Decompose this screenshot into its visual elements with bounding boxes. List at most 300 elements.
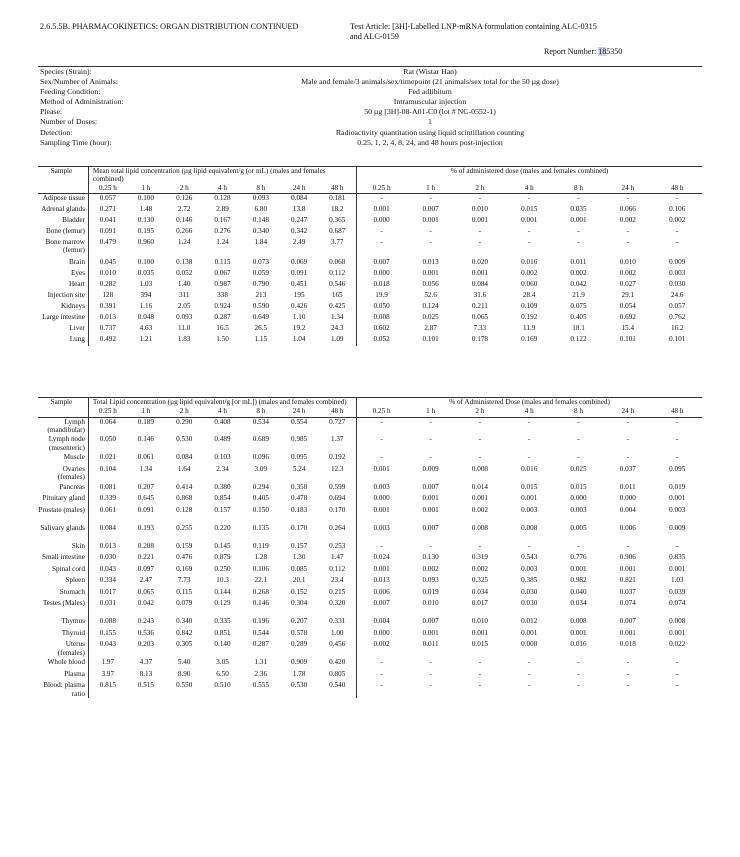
sample-name: Eyes <box>38 269 88 280</box>
percent-dose-cell: 0.002 <box>471 505 488 514</box>
concentration-cell: 0.879 <box>214 553 231 562</box>
concentration-cell: 0.451 <box>291 279 308 288</box>
percent-dose-cell: - <box>577 658 580 667</box>
percent-dose-cell: - <box>626 226 629 235</box>
concentration-header: Total Lipid concentration (µg lipid equivalent/g [or mL]) (males and females combined) <box>88 398 356 407</box>
sample-header: Sample <box>38 167 88 184</box>
sample-name: Uterus (females) <box>38 640 88 658</box>
percent-dose-cell: - <box>429 681 432 690</box>
percent-dose-cell: 0.007 <box>422 523 439 532</box>
concentration-cell: 0.091 <box>291 268 308 277</box>
table-row <box>38 216 702 227</box>
concentration-cell: 0.084 <box>176 453 193 462</box>
concentration-cell: 0.264 <box>318 524 356 542</box>
concentration-cell: 0.093 <box>252 194 269 203</box>
concentration-cell: 0.208 <box>137 541 154 550</box>
percent-dose-cell: 0.019 <box>422 587 439 596</box>
percent-dose-cell: 0.010 <box>471 204 488 213</box>
table-row <box>38 588 702 600</box>
sample-header: Sample <box>38 398 88 407</box>
concentration-cell: 0.069 <box>291 257 308 266</box>
concentration-cell: 0.150 <box>252 505 269 514</box>
concentration-cell: 0.851 <box>214 628 231 637</box>
percent-dose-cell: 0.001 <box>373 464 390 473</box>
concentration-cell: 0.294 <box>252 482 269 491</box>
concentration-cell: 0.170 <box>318 506 356 524</box>
percent-dose-cell: 0.016 <box>521 464 538 473</box>
table-row <box>38 324 702 335</box>
percent-dose-cell: 0.002 <box>373 640 390 649</box>
concentration-cell: 0.035 <box>137 268 154 277</box>
percent-dose-cell: 0.000 <box>373 628 390 637</box>
percent-dose-cell: - <box>380 435 383 444</box>
percent-dose-cell: 11.9 <box>523 323 536 332</box>
timepoint-conc-header: 4 h <box>218 184 227 192</box>
percent-dose-cell: - <box>577 226 580 235</box>
concentration-cell: 1.40 <box>177 279 191 288</box>
concentration-cell: 0.220 <box>214 523 231 532</box>
percent-dose-cell: 0.010 <box>471 617 488 626</box>
percent-dose-cell: - <box>676 237 679 246</box>
percent-dose-cell: 0.011 <box>570 257 587 266</box>
sample-name: Injection site <box>38 291 88 302</box>
study-info-value: Radioactivity quantitation using liquid scintillation counting <box>335 127 525 137</box>
percent-dose-cell: 0.821 <box>619 576 636 585</box>
concentration-cell: 0.578 <box>291 628 308 637</box>
percent-dose-cell: 0.007 <box>373 599 390 608</box>
concentration-cell: 1.34 <box>318 313 356 324</box>
percent-dose-cell: 0.095 <box>669 464 686 473</box>
table-row <box>38 483 702 495</box>
timepoint-conc-header: 2 h <box>179 407 189 416</box>
percent-dose-cell: - <box>380 417 383 426</box>
percent-dose-cell: - <box>528 658 531 667</box>
timepoint-pct-header: 24 h <box>621 407 635 416</box>
concentration-cell: 0.013 <box>99 541 116 550</box>
percent-dose-cell: 0.001 <box>422 628 439 637</box>
study-info-row <box>38 138 702 148</box>
percent-dose-cell: 0.000 <box>619 494 636 503</box>
percent-dose-cell: - <box>577 417 580 426</box>
percent-dose-cell: 0.022 <box>669 640 686 649</box>
percent-dose-cell: 0.002 <box>619 268 636 277</box>
concentration-cell: 0.065 <box>137 587 154 596</box>
percent-dose-cell: - <box>429 417 432 426</box>
percent-dose-cell: 0.001 <box>373 564 390 573</box>
percent-dose-cell: 0.015 <box>521 204 538 213</box>
table-row <box>38 670 702 682</box>
percent-dose-cell: 0.012 <box>521 617 538 626</box>
concentration-cell: 3.77 <box>318 238 356 258</box>
percent-dose-cell: 0.002 <box>669 215 686 224</box>
percent-dose-cell: - <box>577 681 580 690</box>
concentration-cell: 0.106 <box>252 564 269 573</box>
concentration-cell: 18.2 <box>318 205 356 216</box>
concentration-cell: 1.37 <box>318 435 356 453</box>
percent-dose-cell: 31.6 <box>473 290 487 299</box>
concentration-cell: 1.30 <box>292 553 306 562</box>
concentration-cell: 0.085 <box>291 564 308 573</box>
table-row <box>38 617 702 629</box>
table-row <box>38 269 702 280</box>
percent-dose-cell: - <box>577 194 580 203</box>
percent-dose-cell: 0.007 <box>619 617 636 626</box>
percent-dose-cell: 21.9 <box>572 290 585 299</box>
concentration-cell: 1.09 <box>318 335 356 346</box>
percent-dose-cell: 0.543 <box>521 553 538 562</box>
concentration-cell: 0.050 <box>99 435 116 444</box>
study-info-row <box>38 107 702 117</box>
concentration-cell: 23.4 <box>318 576 356 588</box>
percent-dose-cell: 0.122 <box>570 334 587 343</box>
concentration-cell: 0.048 <box>137 312 154 321</box>
concentration-cell: 0.391 <box>99 301 116 310</box>
percent-dose-cell: 0.325 <box>471 576 488 585</box>
concentration-cell: 26.5 <box>254 323 268 332</box>
timepoint-pct-header: 2 h <box>475 184 485 192</box>
concentration-cell: 338 <box>217 290 228 299</box>
percent-dose-cell: - <box>478 417 482 426</box>
concentration-cell: 19.2 <box>292 323 306 332</box>
concentration-cell: 0.152 <box>291 587 308 596</box>
study-info-row <box>38 128 702 138</box>
percent-dose-cell: - <box>478 681 482 690</box>
concentration-cell: 195 <box>293 290 305 299</box>
table-row <box>38 435 702 453</box>
percent-dose-cell: 0.106 <box>669 204 686 213</box>
table-row <box>38 681 702 698</box>
sample-name: Spinal cord <box>38 565 88 577</box>
percent-dose-cell: 0.030 <box>669 279 686 288</box>
percent-dose-cell: 0.001 <box>669 628 686 637</box>
concentration-cell: 3.97 <box>101 669 115 678</box>
report-number <box>544 47 622 56</box>
percent-dose-cell: 0.093 <box>422 576 439 585</box>
study-info-label: Please: <box>40 107 63 117</box>
percent-dose-cell: 0.074 <box>619 599 636 608</box>
table-row <box>38 335 702 346</box>
table-row <box>38 417 702 435</box>
percent-dose-cell: - <box>429 237 432 246</box>
concentration-cell: 20.1 <box>292 576 306 585</box>
concentration-cell: 7.73 <box>177 576 191 585</box>
percent-dose-cell: 0.015 <box>521 482 538 491</box>
percent-dose-cell: 0.001 <box>669 494 686 503</box>
percent-dose-cell: 0.000 <box>373 268 390 277</box>
percent-dose-cell: 0.000 <box>570 494 587 503</box>
concentration-cell: 1.31 <box>254 658 268 667</box>
percent-dose-cell: 18.1 <box>572 323 585 332</box>
percent-dose-cell: 0.056 <box>422 279 439 288</box>
concentration-cell: 0.021 <box>99 453 116 462</box>
timepoint-pct-header: 4 h <box>524 184 534 192</box>
concentration-cell: 0.924 <box>214 301 231 310</box>
percent-dose-cell: - <box>429 226 432 235</box>
percent-dose-cell: 0.001 <box>570 564 587 573</box>
concentration-cell: 0.196 <box>252 617 269 626</box>
concentration-cell: 2.36 <box>254 669 268 678</box>
concentration-cell: 0.215 <box>318 588 356 600</box>
percent-dose-cell: 0.906 <box>619 553 636 562</box>
sample-name: Lymph (mandibular) <box>38 417 88 435</box>
timepoint-pct-header: 0.25 h <box>372 184 391 192</box>
concentration-cell: 0.687 <box>318 227 356 238</box>
concentration-cell: 16.5 <box>216 323 229 332</box>
concentration-cell: 0.067 <box>214 268 231 277</box>
percent-dose-cell: - <box>528 194 531 203</box>
concentration-cell: 0.268 <box>252 587 269 596</box>
timepoint-conc-header: 2 h <box>179 184 189 192</box>
percent-dose-cell: - <box>429 435 432 444</box>
percent-dose-cell: - <box>380 453 383 462</box>
table-row <box>38 302 702 313</box>
concentration-cell: 0.479 <box>99 237 116 246</box>
study-info-label: Sex/Number of Animals: <box>40 77 118 87</box>
percent-dose-cell: - <box>528 669 531 678</box>
concentration-cell: 0.135 <box>252 523 269 532</box>
table-header-row <box>38 167 702 184</box>
percent-dose-cell: - <box>577 435 580 444</box>
percent-dose-cell: - <box>577 669 580 678</box>
concentration-cell: 128 <box>102 290 114 299</box>
concentration-cell: 0.380 <box>214 482 231 491</box>
percent-dose-cell: 0.003 <box>521 564 538 573</box>
concentration-cell: 0.068 <box>318 258 356 269</box>
sample-name: Lung <box>38 335 88 346</box>
sample-name: Bladder <box>38 216 88 227</box>
table-row <box>38 258 702 269</box>
percent-dose-cell: 0.057 <box>669 301 686 310</box>
percent-dose-cell: - <box>676 453 679 462</box>
report-number-highlight: 18 <box>598 47 607 56</box>
concentration-cell: 0.146 <box>137 435 154 444</box>
percent-dose-cell: 0.124 <box>422 301 439 310</box>
concentration-cell: 0.192 <box>318 453 356 465</box>
timepoint-header-row <box>38 406 702 417</box>
timepoint-conc-header: 0.25 h <box>98 407 117 416</box>
concentration-cell: 1.84 <box>254 237 268 246</box>
percent-dose-cell: 0.602 <box>373 323 390 332</box>
sample-name: Brain <box>38 258 88 269</box>
table-row <box>38 205 702 216</box>
percent-dose-cell: - <box>380 194 383 203</box>
timepoint-pct-header: 1 h <box>426 184 436 192</box>
concentration-cell: 1.34 <box>139 464 153 473</box>
percent-dose-cell: 0.015 <box>471 640 488 649</box>
percent-dose-cell: 0.054 <box>619 301 636 310</box>
percent-dose-cell: - <box>478 541 482 550</box>
concentration-cell: 0.645 <box>137 494 154 503</box>
percent-dose-cell: 0.002 <box>471 564 488 573</box>
percent-dose-cell: 0.001 <box>669 564 686 573</box>
concentration-cell: 2.34 <box>216 464 229 473</box>
table-row <box>38 565 702 577</box>
report-number-label: Report Number: <box>544 47 597 56</box>
sample-name: Skin <box>38 542 88 554</box>
percent-dose-cell: 0.003 <box>373 482 390 491</box>
test-article-line2: and ALC-0159 <box>350 32 399 41</box>
percent-dose-cell: 0.101 <box>669 334 686 343</box>
study-info-value: 50 µg [3H]-08-A01-C0 (lot # NC-0552-1) <box>364 107 496 117</box>
study-info-value: Rat (Wistar Han) <box>403 67 457 76</box>
study-info-value: Intramuscular injection <box>393 97 467 107</box>
organ-distribution-table-2 <box>38 397 702 698</box>
concentration-cell: 11.0 <box>178 323 191 332</box>
percent-dose-cell: 0.001 <box>570 628 587 637</box>
percent-dose-cell: - <box>429 658 432 667</box>
percent-dose-cell: 0.018 <box>619 640 636 649</box>
concentration-cell: 1.78 <box>292 669 306 678</box>
concentration-cell: 0.084 <box>99 523 116 532</box>
timepoint-conc-header: 4 h <box>218 407 227 416</box>
percent-dose-cell: 24.6 <box>670 290 684 299</box>
timepoint-pct-header: 0.25 h <box>372 407 391 416</box>
percent-dose-cell: - <box>380 237 383 246</box>
concentration-cell: 1.15 <box>254 334 268 343</box>
concentration-cell: 1.97 <box>101 658 115 667</box>
concentration-cell: 5.24 <box>292 464 306 473</box>
percent-dose-cell: 0.002 <box>570 268 587 277</box>
concentration-cell: 0.159 <box>176 541 193 550</box>
percent-dose-cell: 0.007 <box>422 204 439 213</box>
percent-dose-header: % of Administered Dose (males and females combined) <box>449 398 610 406</box>
percent-dose-cell: 0.037 <box>619 587 636 596</box>
concentration-cell: 0.250 <box>214 564 231 573</box>
percent-dose-cell: 0.000 <box>373 215 390 224</box>
percent-dose-cell: 0.002 <box>422 564 439 573</box>
study-info-table <box>38 66 702 148</box>
concentration-cell: 0.414 <box>176 482 193 491</box>
percent-dose-cell: - <box>626 194 629 203</box>
table-row <box>38 227 702 238</box>
concentration-cell: 2.89 <box>216 204 229 213</box>
study-info-row <box>38 77 702 87</box>
sample-name: Adrenal glands <box>38 205 88 216</box>
concentration-cell: 0.365 <box>318 216 356 227</box>
timepoint-conc-header: 0.25 h <box>98 184 117 192</box>
percent-dose-cell: - <box>380 226 383 235</box>
study-info-row <box>38 87 702 97</box>
concentration-cell: 0.305 <box>176 640 193 649</box>
concentration-cell: 8.90 <box>177 669 191 678</box>
percent-dose-cell: 0.001 <box>471 215 488 224</box>
concentration-cell: 4.37 <box>139 658 153 667</box>
concentration-cell: 3.09 <box>254 464 268 473</box>
percent-dose-cell: - <box>577 237 580 246</box>
percent-dose-cell: 0.003 <box>669 505 686 514</box>
concentration-cell: 0.096 <box>252 453 269 462</box>
concentration-cell: 0.115 <box>176 587 193 596</box>
concentration-cell: 0.041 <box>99 215 116 224</box>
percent-dose-cell: 0.003 <box>373 523 390 532</box>
percent-dose-cell: 0.178 <box>471 334 488 343</box>
concentration-cell: 2.49 <box>292 237 306 246</box>
percent-dose-cell: 1.03 <box>670 576 684 585</box>
percent-dose-cell: 0.692 <box>619 312 636 321</box>
percent-dose-cell: 0.011 <box>619 482 636 491</box>
concentration-cell: 1.50 <box>216 334 229 343</box>
sample-name: Pituitary gland <box>38 494 88 506</box>
table-row <box>38 465 702 483</box>
concentration-cell: 0.095 <box>291 453 308 462</box>
concentration-cell: 311 <box>178 290 190 299</box>
percent-dose-cell: 0.066 <box>619 204 636 213</box>
timepoint-pct-header: 8 h <box>574 407 583 416</box>
table-row <box>38 494 702 506</box>
concentration-cell: 0.031 <box>99 599 116 608</box>
concentration-cell: 6.50 <box>216 669 229 678</box>
concentration-cell: 22.1 <box>254 576 268 585</box>
concentration-cell: 0.335 <box>214 617 231 626</box>
concentration-cell: 0.342 <box>291 226 308 235</box>
table-row <box>38 599 702 617</box>
concentration-cell: 0.146 <box>252 599 269 608</box>
percent-dose-cell: 0.192 <box>521 312 538 321</box>
percent-dose-cell: - <box>380 658 383 667</box>
percent-dose-cell: 0.001 <box>471 494 488 503</box>
concentration-cell: 0.084 <box>291 194 308 203</box>
percent-dose-cell: - <box>528 226 531 235</box>
concentration-cell: 1.47 <box>318 553 356 565</box>
concentration-cell: 0.420 <box>318 658 356 670</box>
percent-dose-cell: 0.074 <box>669 599 686 608</box>
table-row <box>38 640 702 658</box>
concentration-cell: 0.061 <box>99 505 116 514</box>
timepoint-conc-header: 8 h <box>256 407 266 416</box>
percent-dose-cell: 0.001 <box>373 505 390 514</box>
percent-dose-cell: - <box>478 453 482 462</box>
concentration-cell: 0.140 <box>214 640 231 649</box>
percent-dose-cell: 0.084 <box>471 279 488 288</box>
concentration-cell: 0.425 <box>318 302 356 313</box>
sample-name: Liver <box>38 324 88 335</box>
percent-dose-cell: 0.405 <box>570 312 587 321</box>
percent-dose-cell: - <box>577 453 580 462</box>
percent-dose-cell: - <box>528 453 531 462</box>
concentration-cell: 0.340 <box>252 226 269 235</box>
percent-dose-cell: - <box>478 237 482 246</box>
sample-name: Stomach <box>38 588 88 600</box>
percent-dose-cell: 29.1 <box>621 290 635 299</box>
concentration-cell: 0.540 <box>318 681 356 698</box>
concentration-cell: 2.72 <box>177 204 191 213</box>
percent-dose-cell: 0.001 <box>422 505 439 514</box>
study-info-value: Male and female/3 animals/sex/timepoint (21 animals/sex total for the 50 µg dose) <box>301 77 559 87</box>
percent-dose-cell: 0.007 <box>373 257 390 266</box>
concentration-cell: 0.130 <box>137 215 154 224</box>
concentration-cell: 0.207 <box>137 482 154 491</box>
sample-name: Large intestine <box>38 313 88 324</box>
timepoint-header-row <box>38 183 702 194</box>
percent-dose-cell: 0.776 <box>570 553 587 562</box>
concentration-cell: 0.649 <box>252 312 269 321</box>
percent-dose-cell: - <box>676 194 679 203</box>
percent-dose-cell: - <box>626 237 629 246</box>
concentration-cell: 0.868 <box>176 494 193 503</box>
concentration-cell: 0.193 <box>137 523 154 532</box>
concentration-cell: 0.181 <box>318 194 356 205</box>
percent-dose-cell: 0.016 <box>570 640 587 649</box>
table-row <box>38 313 702 324</box>
concentration-cell: 0.478 <box>291 494 308 503</box>
concentration-cell: 1.03 <box>139 279 153 288</box>
concentration-cell: 0.017 <box>99 587 116 596</box>
percent-dose-cell: - <box>528 237 531 246</box>
percent-dose-cell: 0.008 <box>521 523 538 532</box>
concentration-cell: 0.253 <box>318 542 356 554</box>
concentration-cell: 0.987 <box>214 279 231 288</box>
percent-dose-cell: 28.4 <box>522 290 536 299</box>
